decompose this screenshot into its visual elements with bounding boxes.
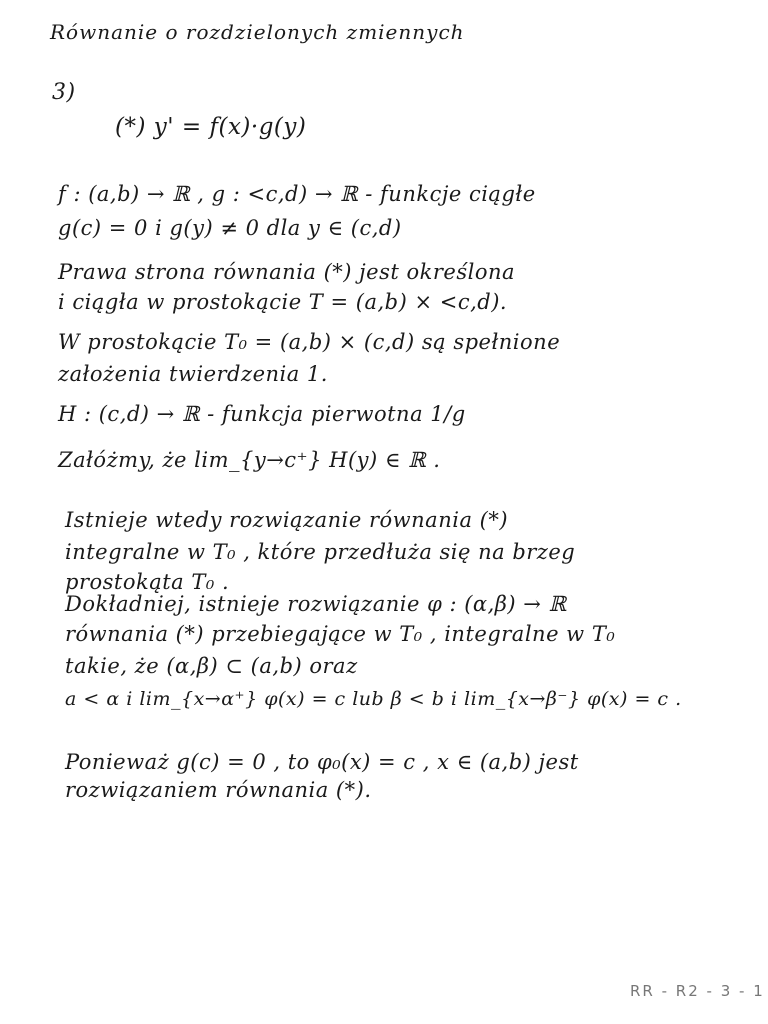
note-line: założenia twierdzenia 1. bbox=[58, 362, 328, 386]
note-title: Równanie o rozdzielonych zmiennych bbox=[50, 20, 465, 44]
note-line: H : (c,d) → ℝ - funkcja pierwotna 1/g bbox=[58, 402, 466, 426]
item-number: 3) bbox=[52, 80, 76, 105]
note-line: Prawa strona równania (*) jest określona bbox=[58, 260, 516, 284]
note-line: równania (*) przebiegające w T₀ , integralne w T₀ bbox=[65, 622, 616, 646]
note-line: W prostokącie T₀ = (a,b) × (c,d) są spełnione bbox=[58, 330, 561, 354]
note-line: a < α i lim_{x→α⁺} φ(x) = c lub β < b i lim_{x→β⁻} φ(x) = c . bbox=[65, 688, 682, 710]
note-line: g(c) = 0 i g(y) ≠ 0 dla y ∈ (c,d) bbox=[58, 216, 402, 240]
note-line: Załóżmy, że lim_{y→c⁺} H(y) ∈ ℝ . bbox=[58, 448, 441, 472]
note-line: prostokąta T₀ . bbox=[65, 570, 230, 594]
page-code: RR - R2 - 3 - 1 bbox=[630, 982, 765, 1000]
note-line: Ponieważ g(c) = 0 , to φ₀(x) = c , x ∈ (a,b) jest bbox=[65, 750, 579, 774]
note-line: Dokładniej, istnieje rozwiązanie φ : (α,β) → ℝ bbox=[65, 592, 567, 616]
note-line: Istnieje wtedy rozwiązanie równania (*) bbox=[65, 508, 509, 532]
note-line: f : (a,b) → ℝ , g : <c,d) → ℝ - funkcje ciągłe bbox=[58, 182, 536, 206]
equation-star: (*) y' = f(x)·g(y) bbox=[115, 114, 307, 140]
note-line: integralne w T₀ , które przedłuża się na brzeg bbox=[65, 540, 576, 564]
note-line: rozwiązaniem równania (*). bbox=[65, 778, 372, 802]
note-line: i ciągła w prostokącie T = (a,b) × <c,d). bbox=[58, 290, 508, 314]
note-line: takie, że (α,β) ⊂ (a,b) oraz bbox=[65, 654, 358, 678]
